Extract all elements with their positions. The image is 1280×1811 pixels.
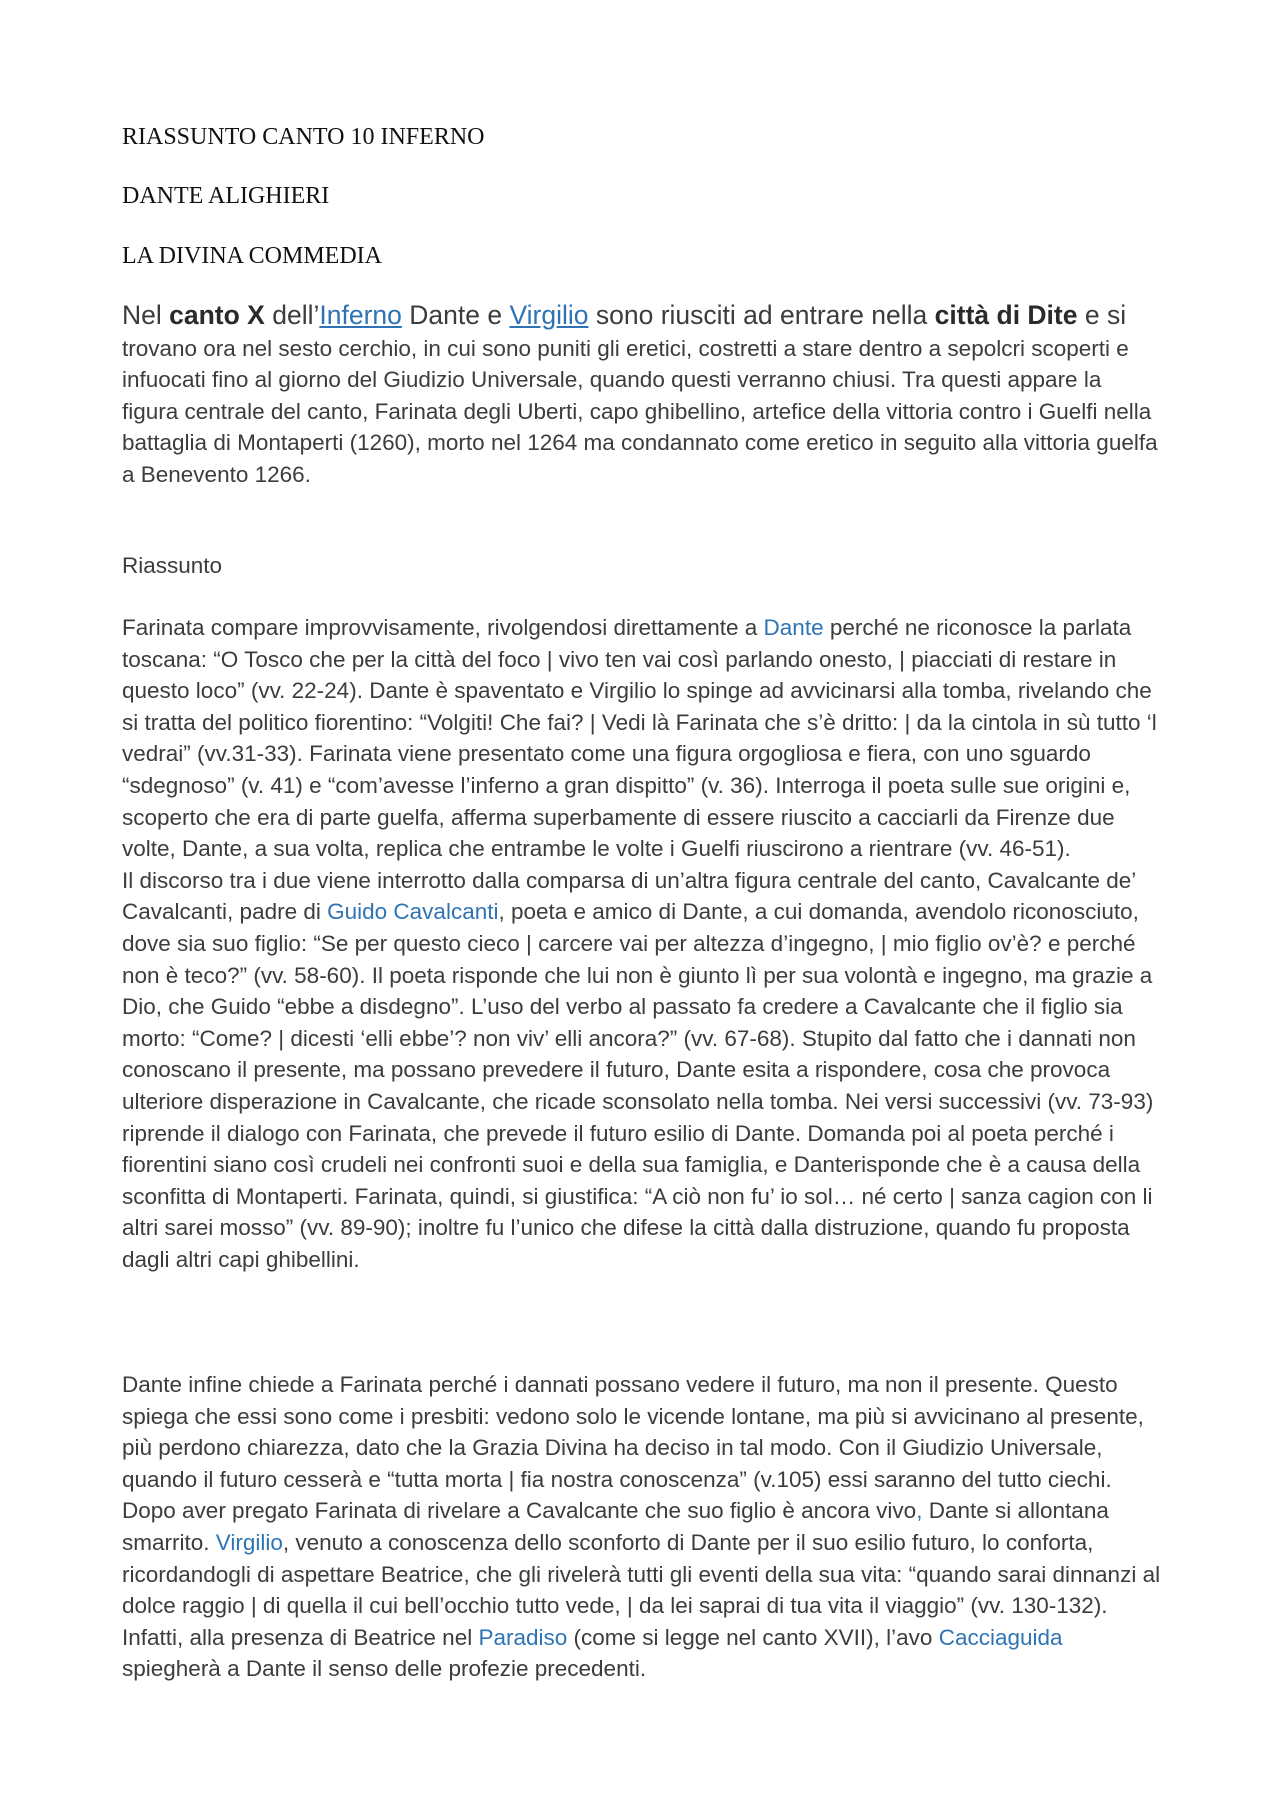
p3-text-b: Dante si allontana smarrito. (122, 1498, 1109, 1555)
p3-text-c: , venuto a conoscenza dello sconforto di Dante per il suo esilio futuro, lo conforta, ricordandogli di aspettare Beatrice, che gli rivelerà tutti gli eventi della sua vita: “quando sarai dinnanzi al dolce raggio | di quella il cui bell’occhio tutto vede, | da lei saprai di tua vita il viaggio” (vv. 130-132). Infatti, alla presenza di Beatrice nel (122, 1529, 1161, 1650)
link-virgilio-2[interactable]: Virgilio (215, 1529, 283, 1555)
p2-text-a: Il discorso tra i due viene interrotto dalla comparsa di un’altra figura centrale del canto, Cavalcante de’ Cavalcanti, padre di (122, 867, 1136, 925)
link-dante[interactable]: Dante (763, 615, 824, 640)
intro-rest: trovano ora nel sesto cerchio, in cui sono puniti gli eretici, costretti a stare dentro a sepolcri scoperti e infuocati fino al giorno del Giudizio Universale, quando questi verranno chiusi. Tra questi appare la figura centrale del canto, Farinata degli Uberti, capo ghibellino, artefice della vittoria contro i Guelfi nella battaglia di Montaperti (1260), morto nel 1264 ma condannato come eretico in seguito alla vittoria guelfa a Benevento 1266. (122, 335, 1158, 487)
paragraph-1 (122, 612, 1162, 865)
work-title: LA DIVINA COMMEDIA (122, 243, 382, 269)
intro-t1: Nel (122, 300, 170, 330)
link-virgilio[interactable]: Virgilio (509, 300, 589, 330)
doc-title: RIASSUNTO CANTO 10 INFERNO (122, 124, 485, 150)
intro-t3: Dante e (401, 300, 510, 330)
p3-text-e: spiegherà a Dante il senso delle profezie precedenti. (122, 1656, 647, 1682)
link-cacciaguida[interactable]: Cacciaguida (938, 1624, 1063, 1650)
intro-t4: sono riusciti ad entrare nella (588, 300, 935, 330)
link-guido-cavalcanti[interactable]: Guido Cavalcanti (327, 899, 499, 925)
intro-t2: dell’ (264, 300, 320, 330)
intro-bold-canto: canto X (169, 300, 265, 330)
link-paradiso[interactable]: Paradiso (478, 1624, 568, 1650)
p1-text-b: perché ne riconosce la parlata toscana: “O Tosco che per la città del foco | vivo ten vai così parlando onesto, | piacciati di restare in questo loco” (vv. 22-24). Dante è spaventato e Virgilio lo spinge ad avvicinarsi alla tomba, rivelando che si tratta del politico fiorentino: “Volgiti! Che fai? | Vedi là Farinata che s’è dritto: | da la cintola in sù tutto ‘l vedrai” (vv.31-33). Farinata viene presentato come una figura orgogliosa e fiera, con uno sguardo “sdegnoso” (v. 41) e “com’avesse l’inferno a gran dispitto” (v. 36). Interroga il poeta sulle sue origini e, scoperto che era di parte guelfa, afferma superbamente di essere riuscito a cacciarli da Firenze due volte, Dante, a sua volta, replica che entrambe le volte i Guelfi riuscirono a rientrare (vv. 46-51). (122, 615, 1157, 862)
intro-paragraph (122, 300, 1162, 490)
intro-bold-citta: città di Dite (934, 300, 1078, 330)
author-name: DANTE ALIGHIERI (122, 183, 330, 209)
section-title: Riassunto (122, 553, 223, 578)
p2-text-b: , poeta e amico di Dante, a cui domanda, avendolo riconosciuto, dove sia suo figlio: “Se per questo cieco | carcere vai per altezza d’ingegno, | mio figlio ov’è? e perché non è teco?” (vv. 58-60). Il poeta risponde che lui non è giunto lì per sua volontà e ingegno, ma grazie a Dio, che Guido “ebbe a disdegno”. L’uso del verbo al passato fa credere a Cavalcante che il figlio sia morto: “Come? | dicesti ‘elli ebbe’? non viv’ elli ancora?” (vv. 67-68). Stupito dal fatto che i dannati non conoscano il presente, ma possano prevedere il futuro, Dante esita a rispondere, cosa che provoca ulteriore disperazione in Cavalcante, che ricade sconsolato nella tomba. Nei versi successivi (vv. 73-93) riprende il dialogo con Farinata, che prevede il futuro esilio di Dante. Domanda poi al poeta perché i fiorentini siano così crudeli nei confronti suoi e della sua famiglia, e Danterisponde che è a causa della sconfitta di Montaperti. Farinata, quindi, si giustifica: “A ciò non fu’ io sol… né certo | sanza cagion con li altri sarei mosso” (vv. 89-90); inoltre fu l’unico che difese la città dalla distruzione, quando fu proposta dagli altri capi ghibellini. (122, 899, 1154, 1272)
link-inferno[interactable]: Inferno (319, 300, 402, 330)
intro-t5: e si (1077, 300, 1127, 330)
summary-block-1 (122, 612, 1162, 1275)
p3-text-a: Dante infine chiede a Farinata perché i dannati possano vedere il futuro, ma non il presente. Questo spiega che essi sono come i presbiti: vedono solo le vicende lontane, ma più si avvicinano al presente, più perdono chiarezza, dato che la Grazia Divina ha deciso in tal modo. Con il Giudizio Universale, quando il futuro cesserà e “tutta morta | fia nostra conoscenza” (v.105) essi saranno del tutto ciechi. Dopo aver pregato Farinata di rivelare a Cavalcante che suo figlio è ancora vivo (122, 1372, 1144, 1524)
p1-text-a: Farinata compare improvvisamente, rivolgendosi direttamente a (122, 615, 764, 640)
paragraph-2 (122, 865, 1162, 1276)
summary-block-2 (122, 1369, 1162, 1685)
p3-comma: , (916, 1498, 923, 1524)
p3-text-d: (come si legge nel canto XVII), l’avo (567, 1624, 939, 1650)
paragraph-3 (122, 1369, 1162, 1685)
